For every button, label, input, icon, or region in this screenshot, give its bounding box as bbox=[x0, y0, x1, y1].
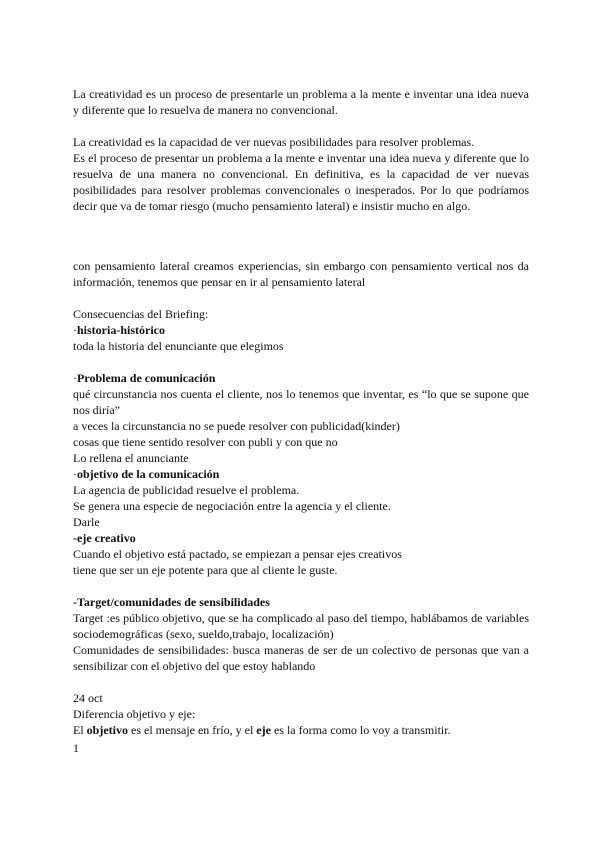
target-title: -Target/comunidades de sensibilidades bbox=[73, 595, 270, 609]
bullet: · bbox=[73, 323, 77, 337]
problema-line-1: qué circunstancia nos cuenta el cliente, nos lo tenemos que inventar, es “lo que se supone que nos diría” bbox=[73, 387, 529, 417]
target-heading bbox=[73, 594, 529, 610]
target-line-2: Comunidades de sensibilidades: busca maneras de ser de un colectivo de personas que van a sensibilizar con el objetivo del que estoy hablando bbox=[73, 643, 529, 673]
intro-paragraph-2b: Es el proceso de presentar un problema a la mente e inventar una idea nueva y diferente que lo resuelva de una manera no convencional. En definitiva, es la capacidad de ver nuevas posibilidades para resolver problemas convencionales o inesperados. Por lo que podríamos decir que va de tomar riesgo (mucho pensamiento lateral) e insistir mucho en algo. bbox=[73, 151, 529, 213]
eje-line-2: tiene que ser un eje potente para que al cliente le guste. bbox=[73, 563, 338, 577]
oct-sentence bbox=[73, 722, 529, 738]
historia-heading bbox=[73, 322, 529, 338]
oct-heading: Diferencia objetivo y eje: bbox=[73, 707, 196, 721]
problema-title: Problema de comunicación bbox=[77, 371, 216, 385]
bullet: · bbox=[73, 371, 77, 385]
objetivo-line-1: La agencia de publicidad resuelve el problema. bbox=[73, 483, 300, 497]
document-page bbox=[73, 86, 529, 738]
briefing-heading: Consecuencias del Briefing: bbox=[73, 307, 209, 321]
oct-word-objetivo: objetivo bbox=[86, 723, 128, 737]
problema-line-2: a veces la circunstancia no se puede resolver con publicidad(kinder) bbox=[73, 419, 400, 433]
eje-line-1: Cuando el objetivo está pactado, se empiezan a pensar ejes creativos bbox=[73, 547, 402, 561]
oct-date: 24 oct bbox=[73, 691, 103, 705]
problema-line-4: Lo rellena el anunciante bbox=[73, 451, 189, 465]
objetivo-line-2: Se genera una especie de negociación entre la agencia y el cliente. bbox=[73, 499, 391, 513]
objetivo-line-3: Darle bbox=[73, 515, 100, 529]
lateral-paragraph: con pensamiento lateral creamos experiencias, sin embargo con pensamiento vertical nos da información, tenemos que pensar en ir al pensamiento lateral bbox=[73, 259, 529, 289]
historia-text: toda la historia del enunciante que elegimos bbox=[73, 339, 284, 353]
page-number: 1 bbox=[73, 741, 79, 755]
oct-text-1: El bbox=[73, 723, 87, 737]
oct-text-2: es el mensaje en frío, y el bbox=[128, 723, 257, 737]
target-line-1: Target :es público objetivo, que se ha complicado al paso del tiempo, hablábamos de variables sociodemográficas (sexo, sueldo,trabajo, localización) bbox=[73, 611, 529, 641]
objetivo-title: objetivo de la comunicación bbox=[77, 467, 220, 481]
intro-paragraph-2a: La creatividad es la capacidad de ver nuevas posibilidades para resolver problemas. bbox=[73, 135, 475, 149]
objetivo-heading bbox=[73, 466, 529, 482]
bullet: · bbox=[73, 467, 77, 481]
oct-text-3: es la forma como lo voy a transmitir. bbox=[270, 723, 451, 737]
oct-word-eje: eje bbox=[256, 723, 271, 737]
intro-paragraph-1: La creatividad es un proceso de presentarle un problema a la mente e inventar una idea nueva y diferente que lo resuelva de manera no convencional. bbox=[73, 87, 529, 117]
problema-heading bbox=[73, 370, 529, 386]
problema-line-3: cosas que tiene sentido resolver con publi y con que no bbox=[73, 435, 338, 449]
eje-heading bbox=[73, 530, 529, 546]
eje-title: -eje creativo bbox=[73, 531, 136, 545]
historia-title: historia-histórico bbox=[77, 323, 165, 337]
